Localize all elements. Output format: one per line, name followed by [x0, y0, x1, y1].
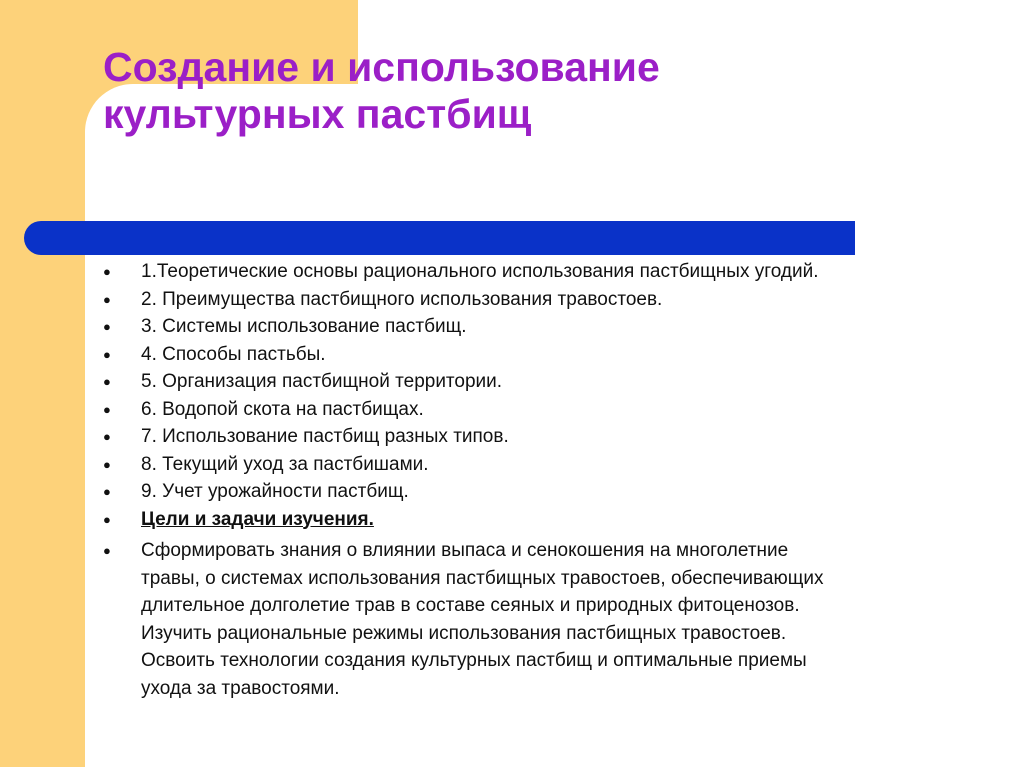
goals-line: длительное долголетие трав в составе сеяных и природных фитоценозов.	[141, 595, 800, 616]
goals-line: Изучить рациональные режимы использования пастбищных травостоев.	[141, 622, 787, 644]
topic-list	[103, 258, 983, 702]
list-item: ● 4. Способы пастьбы.	[103, 341, 983, 369]
bullet-icon: ●	[103, 374, 111, 389]
goals-line: Сформировать знания о влиянии выпаса и сенокошения на многолетние	[141, 540, 789, 561]
bullet-icon: ●	[103, 401, 111, 417]
goals-line: травы, о системах использования пастбищных травостоев, обеспечивающих	[141, 567, 824, 589]
list-item: ● 8. Текущий уход за пастбишами.	[103, 451, 983, 479]
bullet-icon: ●	[103, 456, 111, 472]
list-item: ● 5. Организация пастбищной территории.	[103, 368, 983, 396]
list-item: ● 3. Системы использование пастбищ.	[103, 313, 983, 341]
list-item: ● 1.Теоретические основы рационального использования пастбищных угодий.	[103, 258, 983, 286]
goals-line: Освоить технологии создания культурных пастбищ и оптимальные приемы	[141, 650, 807, 671]
list-item: ● 2. Преимущества пастбищного использования травостоев.	[103, 286, 983, 314]
bullet-icon: ●	[103, 543, 111, 558]
bullet-icon: ●	[103, 429, 111, 444]
bullet-icon: ●	[103, 346, 111, 362]
slide-title	[103, 44, 903, 138]
bullet-icon: ●	[103, 264, 111, 279]
title-line-2: культурных пастбищ	[103, 91, 532, 137]
list-item: ● 6. Водопой скота на пастбищах.	[103, 396, 983, 424]
accent-bar	[24, 221, 855, 255]
bullet-icon: ●	[103, 511, 111, 527]
bullet-icon: ●	[103, 319, 111, 334]
goals-heading: ● Цели и задачи изучения.	[103, 506, 983, 534]
list-item: ● 9. Учет урожайности пастбищ.	[103, 478, 983, 506]
goals-line: ухода за травостоями.	[141, 677, 340, 699]
bullet-icon: ●	[103, 484, 111, 499]
list-item: ● 7. Использование пастбищ разных типов.	[103, 423, 983, 451]
bullet-icon: ●	[103, 291, 111, 307]
goals-paragraph	[103, 533, 983, 702]
title-line-1: Создание и использование	[103, 44, 660, 90]
